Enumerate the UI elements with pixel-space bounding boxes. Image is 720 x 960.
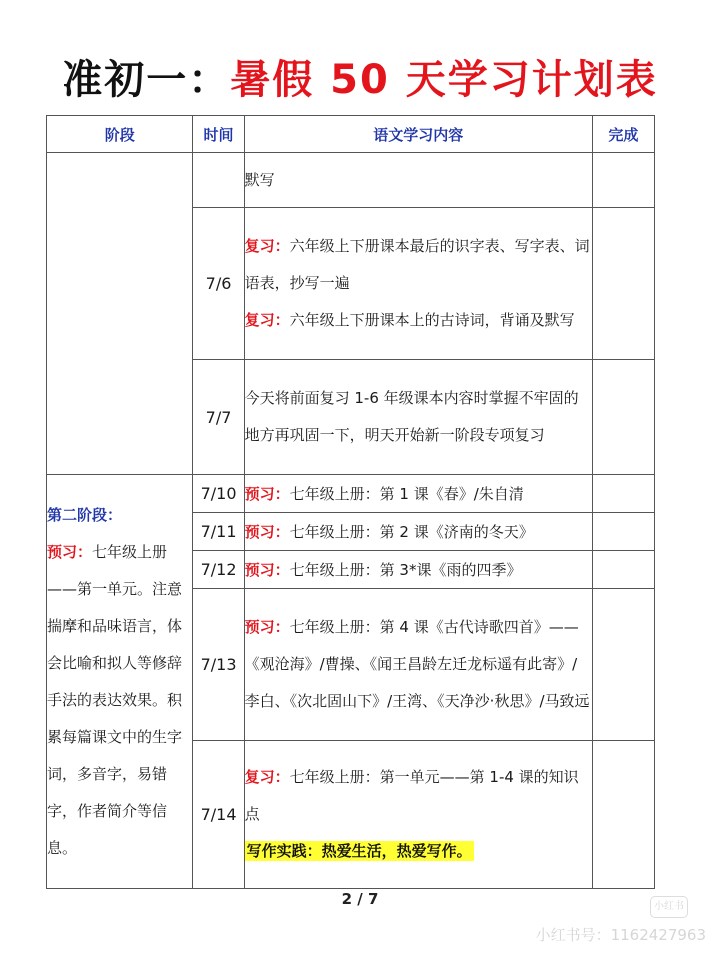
page-title [0,50,720,110]
watermark-text: 小红书号：1162427963 [535,926,706,944]
header-content: 语文学习内容 [244,116,592,153]
preview-label: 预习： [244,560,290,579]
content-line [245,228,592,302]
content-line [245,833,592,870]
watermark-logo: 小红书 [650,896,688,918]
content-text: 七年级上册：第 1 课《春》/朱自清 [289,484,524,503]
title-prefix: 准初一： [62,57,231,103]
preview-label: 预习： [244,618,290,636]
stage-preview-label: 预习： [47,542,93,561]
done-cell[interactable] [592,513,654,551]
date-cell: 7/14 [193,741,244,889]
content-line [245,380,592,454]
content-text: 七年级上册：第一单元——第 1-4 课的知识点 [244,768,579,823]
done-cell[interactable] [592,741,654,889]
content-line [245,302,592,339]
done-cell[interactable] [592,360,654,475]
table-row [47,153,655,208]
content-text: 七年级上册：第 4 课《古代诗歌四首》——《观沧海》/曹操、《闻王昌龄左迁龙标遥有此寄》/李白、《次北固山下》/王湾、《天净沙·秋思》/马致远 [244,618,590,710]
content-text: 七年级上册：第 3*课《雨的四季》 [289,560,522,579]
review-label: 复习： [244,768,290,786]
content-cell [244,551,592,589]
table-header-row [47,116,655,153]
title-main: 暑假 50 天学习计划表 [230,57,658,103]
page-number: 2 / 7 [341,890,379,908]
preview-label: 预习： [244,522,290,541]
date-cell [193,153,244,208]
preview-label: 预习： [244,484,290,503]
content-cell [244,208,592,360]
date-cell: 7/11 [193,513,244,551]
done-cell[interactable] [592,551,654,589]
date-cell: 7/13 [193,589,244,741]
content-cell [244,153,592,208]
stage-cell-1 [47,153,193,475]
header-stage: 阶段 [47,116,193,153]
date-cell: 7/6 [193,208,244,360]
done-cell[interactable] [592,208,654,360]
content-cell [244,741,592,889]
content-cell [244,475,592,513]
header-date: 时间 [193,116,244,153]
done-cell[interactable] [592,589,654,741]
content-cell [244,360,592,475]
stage-description: 七年级上册——第一单元。注意揣摩和品味语言，体会比喻和拟人等修辞手法的表达效果。积累每篇课文中的生字词，多音字，易错字，作者简介等信息。 [47,542,183,857]
review-label: 复习： [244,237,290,255]
done-cell[interactable] [592,153,654,208]
stage-title: 第二阶段： [47,505,123,524]
table-row [47,475,655,513]
content-text: 今天将前面复习 1-6 年级课本内容时掌握不牢固的地方再巩固一下，明天开始新一阶段专项复习 [244,389,579,444]
date-cell: 7/12 [193,551,244,589]
content-text: 默写 [244,170,275,189]
content-text: 六年级上下册课本上的古诗词，背诵及默写 [289,311,575,329]
study-plan-table [46,115,655,889]
date-cell: 7/7 [193,360,244,475]
content-text: 七年级上册：第 2 课《济南的冬天》 [289,522,534,541]
content-line [245,759,592,833]
date-cell: 7/10 [193,475,244,513]
stage-cell-2 [47,475,193,889]
header-done: 完成 [592,116,654,153]
content-text: 六年级上下册课本最后的识字表、写字表、词语表，抄写一遍 [244,237,590,292]
review-label: 复习： [244,311,290,329]
content-cell [244,513,592,551]
done-cell[interactable] [592,475,654,513]
content-line [245,162,592,199]
content-cell [244,589,592,741]
writing-practice-highlight: 写作实践：热爱生活，热爱写作。 [246,842,472,860]
